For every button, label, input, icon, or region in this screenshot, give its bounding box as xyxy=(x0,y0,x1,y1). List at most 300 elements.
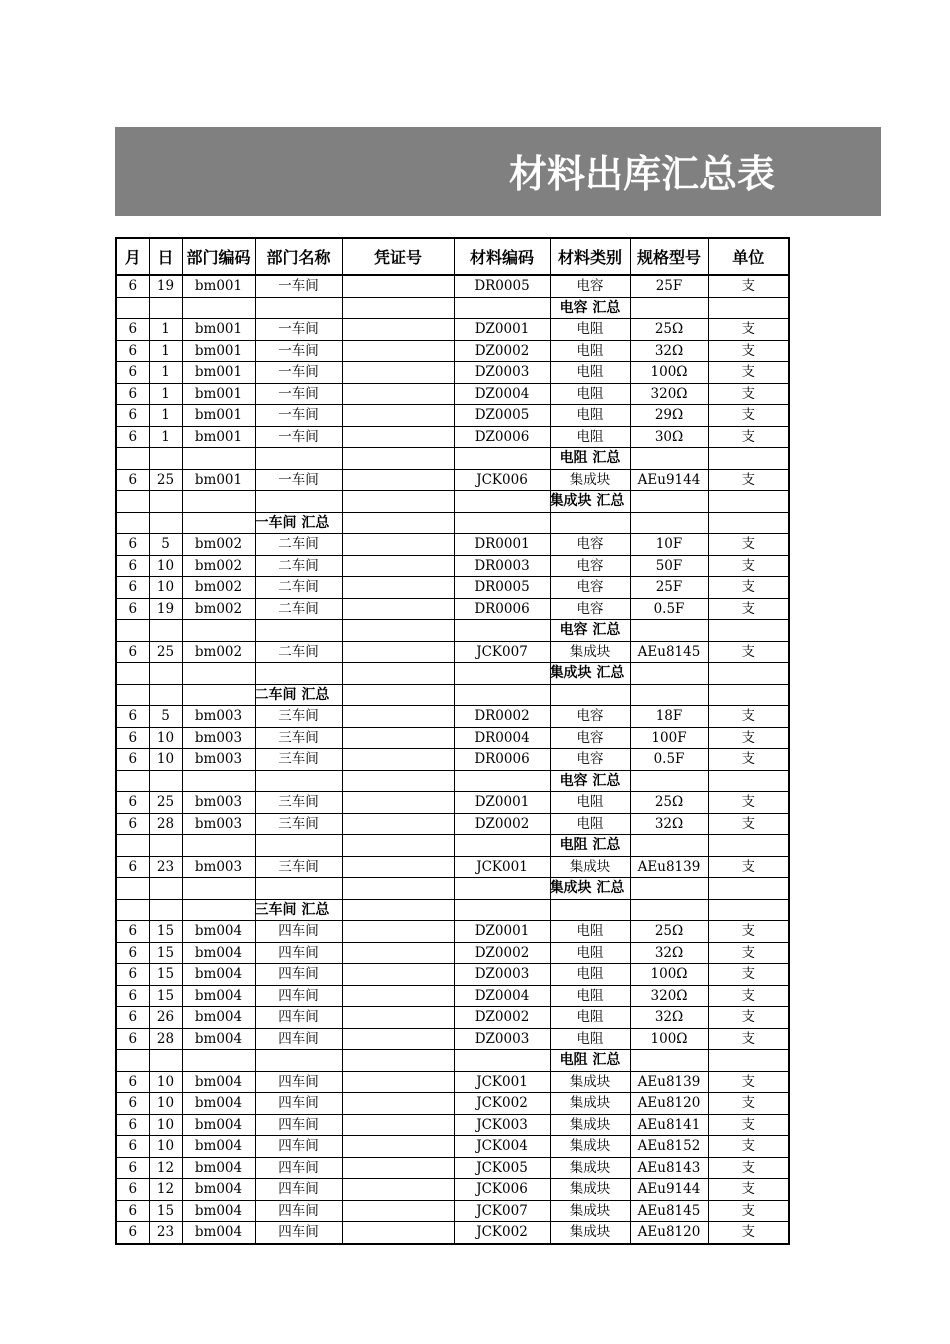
cell-day: 10 xyxy=(149,577,182,599)
cell-day: 25 xyxy=(149,792,182,814)
cell-voucher xyxy=(342,792,454,814)
empty-cell xyxy=(116,835,149,857)
header-month: 月 xyxy=(116,238,149,275)
empty-cell xyxy=(708,663,789,685)
cell-unit: 支 xyxy=(708,706,789,728)
cell-dept-name: 二车间 xyxy=(255,598,342,620)
cell-spec: 25Ω xyxy=(630,921,708,943)
empty-cell xyxy=(342,297,454,319)
cell-material-code: DZ0004 xyxy=(454,985,550,1007)
cell-material-category: 电容 xyxy=(550,749,630,771)
cell-material-category: 集成块 xyxy=(550,1179,630,1201)
cell-dept-name: 四车间 xyxy=(255,964,342,986)
cell-voucher xyxy=(342,362,454,384)
cell-day: 15 xyxy=(149,985,182,1007)
cell-spec: 0.5F xyxy=(630,749,708,771)
cell-unit: 支 xyxy=(708,598,789,620)
cell-voucher xyxy=(342,1093,454,1115)
cell-voucher xyxy=(342,856,454,878)
cell-material-category: 电阻 xyxy=(550,964,630,986)
cell-dept-name: 三车间 xyxy=(255,792,342,814)
cell-material-code: DZ0001 xyxy=(454,921,550,943)
empty-cell xyxy=(342,899,454,921)
cell-unit: 支 xyxy=(708,1007,789,1029)
cell-material-category: 电阻 xyxy=(550,813,630,835)
empty-cell xyxy=(182,663,255,685)
cell-material-category: 电阻 xyxy=(550,319,630,341)
subtotal-label-text: 电容 汇总 xyxy=(559,299,621,316)
cell-voucher xyxy=(342,469,454,491)
material-outbound-summary-table xyxy=(115,237,790,1245)
cell-material-category: 集成块 xyxy=(550,1222,630,1244)
cell-day: 10 xyxy=(149,555,182,577)
cell-month: 6 xyxy=(116,469,149,491)
cell-material-category: 集成块 xyxy=(550,1136,630,1158)
cell-dept-code: bm004 xyxy=(182,1136,255,1158)
empty-cell xyxy=(630,835,708,857)
cell-material-code: DZ0002 xyxy=(454,813,550,835)
cell-material-code: DR0006 xyxy=(454,598,550,620)
cell-day: 1 xyxy=(149,362,182,384)
cell-dept-name: 四车间 xyxy=(255,1200,342,1222)
empty-cell xyxy=(182,835,255,857)
cell-material-category: 电阻 xyxy=(550,1007,630,1029)
empty-cell xyxy=(255,878,342,900)
empty-cell xyxy=(454,491,550,513)
cell-day: 10 xyxy=(149,727,182,749)
cell-dept-name: 四车间 xyxy=(255,1114,342,1136)
cell-unit: 支 xyxy=(708,1114,789,1136)
cell-material-category: 电容 xyxy=(550,598,630,620)
cell-day: 25 xyxy=(149,469,182,491)
subtotal-label xyxy=(255,899,342,921)
table-row xyxy=(116,577,789,599)
table-row xyxy=(116,340,789,362)
empty-cell xyxy=(550,684,630,706)
cell-dept-name: 四车间 xyxy=(255,921,342,943)
cell-material-code: DZ0006 xyxy=(454,426,550,448)
cell-material-code: DZ0002 xyxy=(454,1007,550,1029)
cell-material-category: 集成块 xyxy=(550,1114,630,1136)
category-subtotal-row xyxy=(116,491,789,513)
cell-spec: 320Ω xyxy=(630,383,708,405)
empty-cell xyxy=(630,1050,708,1072)
cell-month: 6 xyxy=(116,942,149,964)
cell-dept-name: 一车间 xyxy=(255,405,342,427)
cell-month: 6 xyxy=(116,1222,149,1244)
cell-voucher xyxy=(342,405,454,427)
cell-spec: 29Ω xyxy=(630,405,708,427)
cell-dept-name: 一车间 xyxy=(255,319,342,341)
subtotal-label-text: 电阻 汇总 xyxy=(559,837,621,854)
empty-cell xyxy=(342,448,454,470)
cell-day: 15 xyxy=(149,942,182,964)
cell-material-code: DR0004 xyxy=(454,727,550,749)
subtotal-label xyxy=(550,663,630,685)
header-unit: 单位 xyxy=(708,238,789,275)
subtotal-label xyxy=(550,448,630,470)
cell-dept-code: bm004 xyxy=(182,1222,255,1244)
cell-month: 6 xyxy=(116,1028,149,1050)
cell-dept-name: 二车间 xyxy=(255,555,342,577)
cell-material-category: 电容 xyxy=(550,534,630,556)
category-subtotal-row xyxy=(116,1050,789,1072)
empty-cell xyxy=(550,899,630,921)
subtotal-label-text: 三车间 汇总 xyxy=(254,901,330,918)
cell-dept-name: 四车间 xyxy=(255,985,342,1007)
cell-spec: 100F xyxy=(630,727,708,749)
cell-spec: 100Ω xyxy=(630,1028,708,1050)
empty-cell xyxy=(708,684,789,706)
cell-dept-name: 四车间 xyxy=(255,1179,342,1201)
category-subtotal-row xyxy=(116,620,789,642)
empty-cell xyxy=(708,512,789,534)
subtotal-label xyxy=(550,835,630,857)
table-row xyxy=(116,469,789,491)
cell-month: 6 xyxy=(116,405,149,427)
cell-material-code: JCK003 xyxy=(454,1114,550,1136)
page-title: 材料出库汇总表 xyxy=(509,152,776,196)
empty-cell xyxy=(116,663,149,685)
empty-cell xyxy=(454,835,550,857)
cell-month: 6 xyxy=(116,598,149,620)
empty-cell xyxy=(708,620,789,642)
cell-material-code: JCK002 xyxy=(454,1093,550,1115)
empty-cell xyxy=(630,770,708,792)
cell-material-code: DZ0003 xyxy=(454,362,550,384)
table-row xyxy=(116,534,789,556)
cell-spec: 32Ω xyxy=(630,942,708,964)
empty-cell xyxy=(116,448,149,470)
empty-cell xyxy=(149,663,182,685)
empty-cell xyxy=(149,297,182,319)
cell-spec: 32Ω xyxy=(630,340,708,362)
cell-material-code: JCK005 xyxy=(454,1157,550,1179)
subtotal-label xyxy=(550,770,630,792)
empty-cell xyxy=(149,512,182,534)
cell-material-category: 电容 xyxy=(550,706,630,728)
subtotal-label xyxy=(255,684,342,706)
cell-spec: AEu8143 xyxy=(630,1157,708,1179)
cell-dept-code: bm001 xyxy=(182,340,255,362)
empty-cell xyxy=(454,878,550,900)
cell-voucher xyxy=(342,1222,454,1244)
empty-cell xyxy=(116,1050,149,1072)
cell-day: 15 xyxy=(149,964,182,986)
cell-dept-name: 二车间 xyxy=(255,534,342,556)
cell-voucher xyxy=(342,1179,454,1201)
cell-material-code: JCK001 xyxy=(454,1071,550,1093)
cell-unit: 支 xyxy=(708,1200,789,1222)
subtotal-label xyxy=(550,297,630,319)
cell-material-code: DR0006 xyxy=(454,749,550,771)
cell-day: 26 xyxy=(149,1007,182,1029)
cell-day: 10 xyxy=(149,1071,182,1093)
cell-month: 6 xyxy=(116,426,149,448)
category-subtotal-row xyxy=(116,835,789,857)
cell-material-code: JCK001 xyxy=(454,856,550,878)
cell-day: 10 xyxy=(149,1136,182,1158)
cell-month: 6 xyxy=(116,985,149,1007)
cell-dept-code: bm002 xyxy=(182,641,255,663)
cell-dept-code: bm004 xyxy=(182,985,255,1007)
empty-cell xyxy=(342,663,454,685)
cell-material-code: JCK007 xyxy=(454,1200,550,1222)
cell-dept-code: bm004 xyxy=(182,1114,255,1136)
empty-cell xyxy=(342,770,454,792)
empty-cell xyxy=(454,684,550,706)
cell-dept-name: 四车间 xyxy=(255,1222,342,1244)
cell-voucher xyxy=(342,921,454,943)
cell-unit: 支 xyxy=(708,275,789,297)
cell-unit: 支 xyxy=(708,426,789,448)
subtotal-label-text: 电阻 汇总 xyxy=(559,450,621,467)
cell-dept-code: bm004 xyxy=(182,1200,255,1222)
cell-day: 23 xyxy=(149,1222,182,1244)
cell-dept-code: bm001 xyxy=(182,275,255,297)
cell-material-code: DZ0002 xyxy=(454,942,550,964)
table-row xyxy=(116,813,789,835)
empty-cell xyxy=(708,899,789,921)
cell-unit: 支 xyxy=(708,1028,789,1050)
cell-dept-code: bm004 xyxy=(182,921,255,943)
category-subtotal-row xyxy=(116,878,789,900)
cell-voucher xyxy=(342,641,454,663)
cell-unit: 支 xyxy=(708,405,789,427)
cell-voucher xyxy=(342,1136,454,1158)
cell-month: 6 xyxy=(116,340,149,362)
empty-cell xyxy=(342,491,454,513)
cell-voucher xyxy=(342,1157,454,1179)
empty-cell xyxy=(454,770,550,792)
table-row xyxy=(116,641,789,663)
cell-dept-code: bm001 xyxy=(182,383,255,405)
cell-month: 6 xyxy=(116,1200,149,1222)
cell-day: 1 xyxy=(149,319,182,341)
empty-cell xyxy=(630,663,708,685)
empty-cell xyxy=(149,899,182,921)
cell-material-category: 电阻 xyxy=(550,340,630,362)
cell-material-code: DZ0004 xyxy=(454,383,550,405)
empty-cell xyxy=(342,878,454,900)
empty-cell xyxy=(342,835,454,857)
cell-dept-code: bm003 xyxy=(182,792,255,814)
empty-cell xyxy=(116,297,149,319)
header-dept-name: 部门名称 xyxy=(255,238,342,275)
cell-voucher xyxy=(342,534,454,556)
empty-cell xyxy=(182,620,255,642)
empty-cell xyxy=(149,684,182,706)
cell-spec: AEu9144 xyxy=(630,1179,708,1201)
empty-cell xyxy=(182,878,255,900)
empty-cell xyxy=(454,663,550,685)
cell-dept-code: bm002 xyxy=(182,534,255,556)
header-row xyxy=(116,238,789,275)
cell-month: 6 xyxy=(116,1093,149,1115)
cell-dept-code: bm002 xyxy=(182,577,255,599)
cell-dept-name: 四车间 xyxy=(255,942,342,964)
cell-dept-code: bm001 xyxy=(182,426,255,448)
cell-dept-name: 四车间 xyxy=(255,1157,342,1179)
table-row xyxy=(116,555,789,577)
cell-voucher xyxy=(342,1114,454,1136)
cell-material-code: DR0002 xyxy=(454,706,550,728)
cell-spec: AEu8141 xyxy=(630,1114,708,1136)
cell-spec: 25Ω xyxy=(630,319,708,341)
cell-spec: AEu8120 xyxy=(630,1222,708,1244)
cell-material-code: DZ0001 xyxy=(454,792,550,814)
cell-month: 6 xyxy=(116,964,149,986)
cell-unit: 支 xyxy=(708,1179,789,1201)
cell-unit: 支 xyxy=(708,964,789,986)
subtotal-label xyxy=(255,512,342,534)
cell-material-code: DZ0002 xyxy=(454,340,550,362)
cell-dept-name: 一车间 xyxy=(255,426,342,448)
cell-day: 15 xyxy=(149,1200,182,1222)
cell-day: 19 xyxy=(149,275,182,297)
table-row xyxy=(116,1200,789,1222)
cell-material-category: 电容 xyxy=(550,555,630,577)
empty-cell xyxy=(454,297,550,319)
cell-dept-code: bm003 xyxy=(182,856,255,878)
cell-spec: AEu9144 xyxy=(630,469,708,491)
cell-voucher xyxy=(342,706,454,728)
cell-unit: 支 xyxy=(708,942,789,964)
cell-dept-code: bm004 xyxy=(182,942,255,964)
cell-material-code: DZ0001 xyxy=(454,319,550,341)
cell-dept-name: 四车间 xyxy=(255,1071,342,1093)
cell-voucher xyxy=(342,1071,454,1093)
table-row xyxy=(116,383,789,405)
cell-material-category: 电阻 xyxy=(550,985,630,1007)
cell-spec: 100Ω xyxy=(630,362,708,384)
cell-material-code: DZ0003 xyxy=(454,1028,550,1050)
empty-cell xyxy=(342,512,454,534)
cell-spec: 18F xyxy=(630,706,708,728)
empty-cell xyxy=(255,770,342,792)
cell-month: 6 xyxy=(116,1071,149,1093)
empty-cell xyxy=(255,835,342,857)
cell-dept-code: bm004 xyxy=(182,1071,255,1093)
category-subtotal-row xyxy=(116,297,789,319)
cell-dept-code: bm004 xyxy=(182,1157,255,1179)
empty-cell xyxy=(630,491,708,513)
table-row xyxy=(116,1222,789,1244)
cell-dept-code: bm004 xyxy=(182,1007,255,1029)
cell-material-code: JCK004 xyxy=(454,1136,550,1158)
table-row xyxy=(116,275,789,297)
cell-material-category: 集成块 xyxy=(550,1093,630,1115)
empty-cell xyxy=(255,448,342,470)
table-row xyxy=(116,706,789,728)
table-row xyxy=(116,405,789,427)
table-row xyxy=(116,749,789,771)
cell-spec: 0.5F xyxy=(630,598,708,620)
empty-cell xyxy=(149,770,182,792)
empty-cell xyxy=(708,448,789,470)
cell-voucher xyxy=(342,985,454,1007)
empty-cell xyxy=(454,620,550,642)
cell-dept-name: 四车间 xyxy=(255,1093,342,1115)
cell-unit: 支 xyxy=(708,469,789,491)
empty-cell xyxy=(149,878,182,900)
cell-unit: 支 xyxy=(708,856,789,878)
cell-day: 5 xyxy=(149,706,182,728)
subtotal-label xyxy=(550,620,630,642)
cell-voucher xyxy=(342,598,454,620)
cell-material-category: 电阻 xyxy=(550,1028,630,1050)
cell-unit: 支 xyxy=(708,534,789,556)
cell-voucher xyxy=(342,942,454,964)
subtotal-label-text: 集成块 汇总 xyxy=(549,665,625,682)
cell-unit: 支 xyxy=(708,1222,789,1244)
cell-unit: 支 xyxy=(708,340,789,362)
cell-month: 6 xyxy=(116,319,149,341)
empty-cell xyxy=(630,448,708,470)
cell-voucher xyxy=(342,964,454,986)
empty-cell xyxy=(116,899,149,921)
cell-day: 28 xyxy=(149,813,182,835)
cell-day: 19 xyxy=(149,598,182,620)
cell-material-category: 集成块 xyxy=(550,1157,630,1179)
cell-spec: 30Ω xyxy=(630,426,708,448)
cell-month: 6 xyxy=(116,577,149,599)
cell-material-category: 集成块 xyxy=(550,1071,630,1093)
cell-spec: AEu8145 xyxy=(630,641,708,663)
cell-month: 6 xyxy=(116,749,149,771)
cell-voucher xyxy=(342,319,454,341)
empty-cell xyxy=(182,899,255,921)
empty-cell xyxy=(182,770,255,792)
cell-day: 28 xyxy=(149,1028,182,1050)
table-row xyxy=(116,319,789,341)
table-row xyxy=(116,1093,789,1115)
cell-material-category: 电阻 xyxy=(550,426,630,448)
cell-material-code: DZ0005 xyxy=(454,405,550,427)
category-subtotal-row xyxy=(116,448,789,470)
header-spec: 规格型号 xyxy=(630,238,708,275)
cell-day: 12 xyxy=(149,1179,182,1201)
cell-dept-code: bm004 xyxy=(182,1179,255,1201)
empty-cell xyxy=(149,491,182,513)
cell-month: 6 xyxy=(116,555,149,577)
subtotal-label-text: 集成块 汇总 xyxy=(549,880,625,897)
cell-unit: 支 xyxy=(708,1157,789,1179)
table-row xyxy=(116,362,789,384)
cell-dept-code: bm001 xyxy=(182,319,255,341)
empty-cell xyxy=(116,684,149,706)
cell-day: 5 xyxy=(149,534,182,556)
cell-unit: 支 xyxy=(708,792,789,814)
cell-voucher xyxy=(342,383,454,405)
cell-voucher xyxy=(342,577,454,599)
header-voucher: 凭证号 xyxy=(342,238,454,275)
cell-month: 6 xyxy=(116,727,149,749)
table-row xyxy=(116,1007,789,1029)
cell-material-code: DZ0003 xyxy=(454,964,550,986)
cell-dept-name: 一车间 xyxy=(255,275,342,297)
cell-month: 6 xyxy=(116,641,149,663)
cell-material-code: JCK002 xyxy=(454,1222,550,1244)
cell-dept-code: bm004 xyxy=(182,1028,255,1050)
empty-cell xyxy=(182,684,255,706)
cell-month: 6 xyxy=(116,534,149,556)
cell-voucher xyxy=(342,555,454,577)
cell-day: 25 xyxy=(149,641,182,663)
cell-unit: 支 xyxy=(708,813,789,835)
empty-cell xyxy=(342,620,454,642)
cell-dept-name: 二车间 xyxy=(255,641,342,663)
